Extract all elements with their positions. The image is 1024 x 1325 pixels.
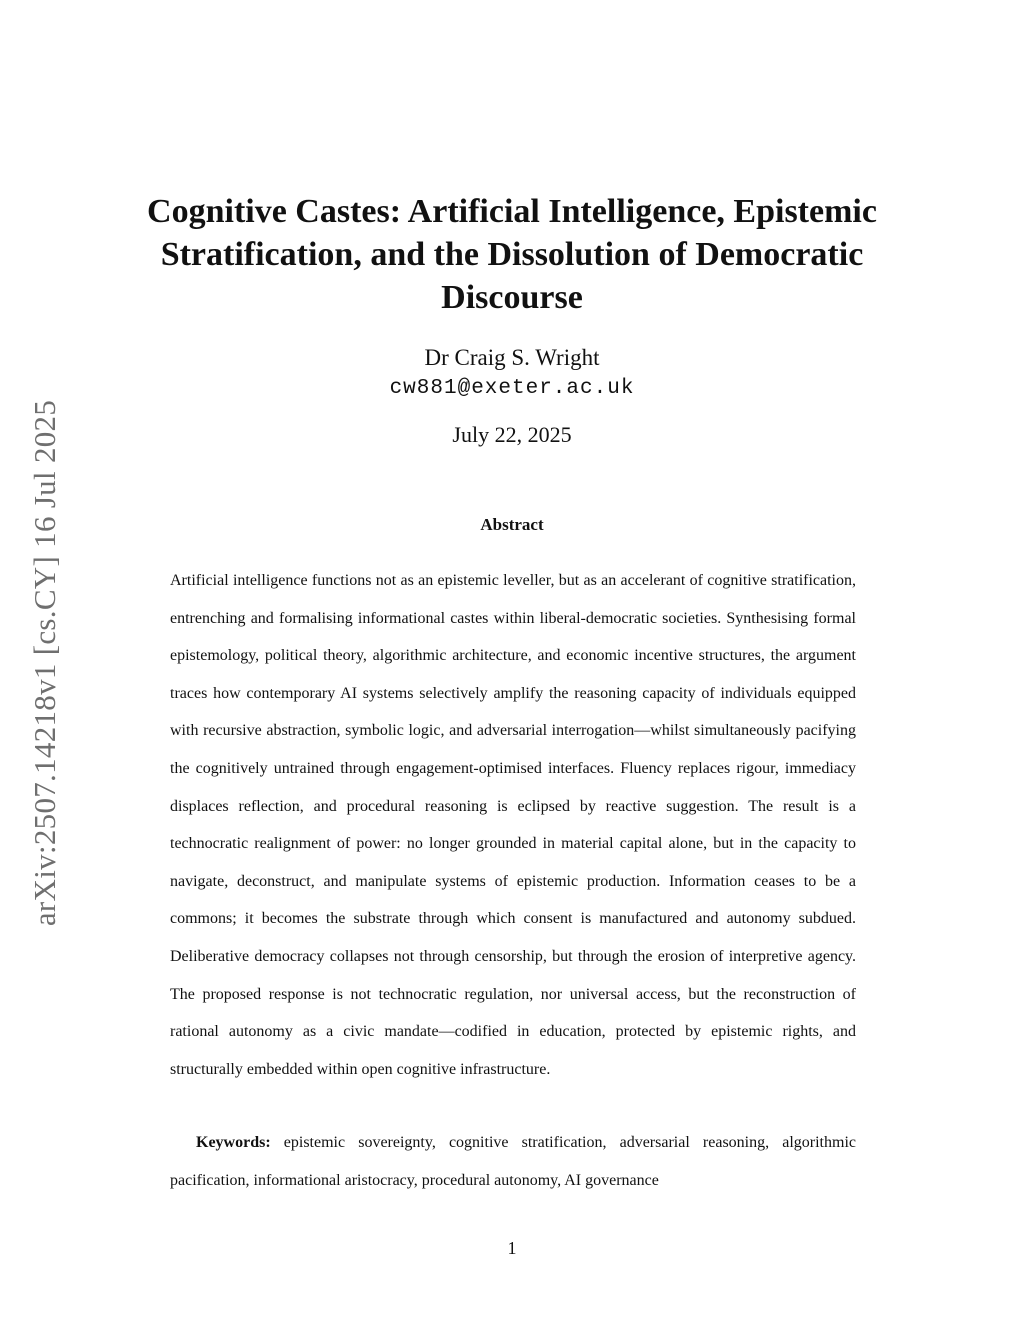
- paper-title: Cognitive Castes: Artificial Intelligence, Epistemic Stratification, and the Dissolution of Democratic Discourse: [147, 193, 877, 316]
- author-name: Dr Craig S. Wright: [424, 345, 600, 370]
- abstract-heading: Abstract: [480, 515, 544, 534]
- abstract-text: Artificial intelligence functions not as an epistemic leveller, but as an accelerant of cognitive stratification, entrenching and formalising informational castes within liberal-democratic societies. Synthesising formal epistemology, political theory, algorithmic architecture, and economic incentive structures, the argument traces how contemporary AI systems selectively amplify the reasoning capacity of individuals equipped with recursive abstraction, symbolic logic, and adversarial interrogation—whilst simultaneously pacifying the cognitively untrained through engagement-optimised interfaces. Fluency replaces rigour, immediacy displaces reflection, and procedural reasoning is eclipsed by reactive suggestion. The result is a technocratic realignment of power: no longer grounded in material capital alone, but in the capacity to navigate, deconstruct, and manipulate systems of epistemic production. Information ceases to be a commons; it becomes the substrate through which consent is manufactured and autonomy subdued. Deliberative democracy collapses not through censorship, but through the erosion of interpretive agency. The proposed response is not technocratic regulation, nor universal access, but the reconstruction of rational autonomy as a civic mandate—codified in education, protected by epistemic rights, and structurally embedded within open cognitive infrastructure.: [170, 572, 856, 1078]
- arxiv-identifier: arXiv:2507.14218v1 [cs.CY] 16 Jul 2025: [27, 399, 62, 926]
- author-email: cw881@exeter.ac.uk: [389, 377, 635, 400]
- keywords-list: epistemic sovereignty, cognitive stratification, adversarial reasoning, algorithmic pacification, informational aristocracy, procedural autonomy, AI governance: [170, 1134, 856, 1189]
- keywords-label: Keywords:: [196, 1134, 271, 1151]
- paper-date: July 22, 2025: [452, 422, 572, 447]
- keywords-paragraph: [170, 1124, 856, 1199]
- arxiv-sidebar-stamp: [20, 375, 70, 950]
- page-number: 1: [507, 1238, 517, 1258]
